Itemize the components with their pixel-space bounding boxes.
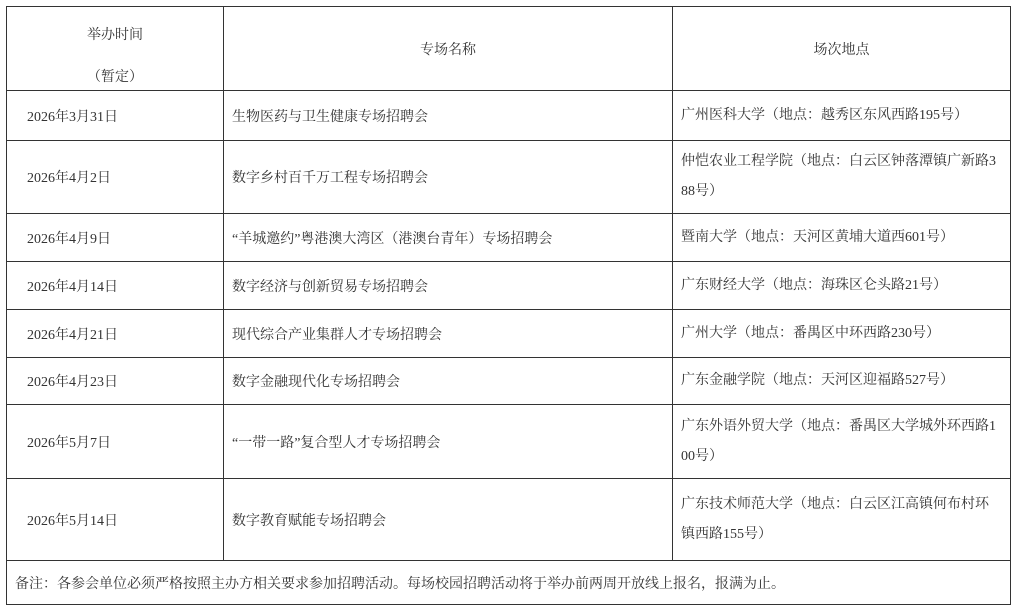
event-cell: 现代综合产业集群人才专场招聘会 — [224, 310, 673, 358]
note-row — [7, 561, 1011, 605]
venue-cell: 暨南大学（地点：天河区黄埔大道西601号） — [673, 214, 1011, 262]
header-time-line2: （暂定） — [87, 69, 143, 85]
venue-cell: 广东财经大学（地点：海珠区仑头路21号） — [673, 262, 1011, 310]
table-row — [7, 405, 1011, 479]
note-cell: 备注：各参会单位必须严格按照主办方相关要求参加招聘活动。每场校园招聘活动将于举办前两周开放线上报名，报满为止。 — [7, 561, 1011, 605]
event-cell: 数字经济与创新贸易专场招聘会 — [224, 262, 673, 310]
table-row — [7, 358, 1011, 405]
venue-cell: 广东外语外贸大学（地点：番禺区大学城外环西路100号） — [673, 405, 1011, 479]
header-row — [7, 7, 1011, 91]
venue-cell: 广东技术师范大学（地点：白云区江高镇何布村环镇西路155号） — [673, 479, 1011, 561]
event-cell: 数字教育赋能专场招聘会 — [224, 479, 673, 561]
venue-cell: 广州大学（地点：番禺区中环西路230号） — [673, 310, 1011, 358]
event-cell: 数字乡村百千万工程专场招聘会 — [224, 141, 673, 214]
date-cell: 2026年4月2日 — [7, 141, 224, 214]
date-cell: 2026年3月31日 — [7, 91, 224, 141]
date-cell: 2026年4月9日 — [7, 214, 224, 262]
venue-cell: 广东金融学院（地点：天河区迎福路527号） — [673, 358, 1011, 405]
event-cell: “羊城邀约”粤港澳大湾区（港澳台青年）专场招聘会 — [224, 214, 673, 262]
venue-cell: 仲恺农业工程学院（地点：白云区钟落潭镇广新路388号） — [673, 141, 1011, 214]
event-cell: 数字金融现代化专场招聘会 — [224, 358, 673, 405]
event-cell: “一带一路”复合型人才专场招聘会 — [224, 405, 673, 479]
date-cell: 2026年5月7日 — [7, 405, 224, 479]
date-cell: 2026年4月23日 — [7, 358, 224, 405]
date-cell: 2026年4月14日 — [7, 262, 224, 310]
event-cell: 生物医药与卫生健康专场招聘会 — [224, 91, 673, 141]
date-cell: 2026年5月14日 — [7, 479, 224, 561]
table-row — [7, 91, 1011, 141]
date-cell: 2026年4月21日 — [7, 310, 224, 358]
table-row — [7, 310, 1011, 358]
header-time-line1: 举办时间 — [87, 27, 143, 43]
header-venue: 场次地点 — [673, 7, 1011, 91]
table-row — [7, 262, 1011, 310]
table-row — [7, 479, 1011, 561]
table-row — [7, 214, 1011, 262]
recruitment-schedule-table — [6, 6, 1011, 605]
table-row — [7, 141, 1011, 214]
header-time — [7, 7, 224, 91]
venue-cell: 广州医科大学（地点：越秀区东风西路195号） — [673, 91, 1011, 141]
header-event: 专场名称 — [224, 7, 673, 91]
